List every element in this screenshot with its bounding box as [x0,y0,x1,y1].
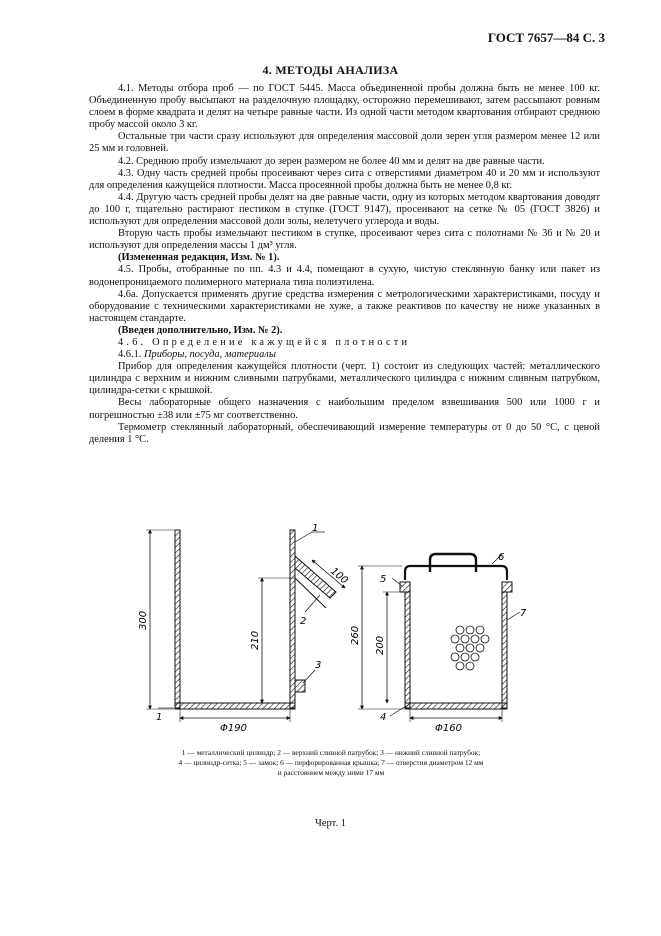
figure-caption [112,748,550,778]
caption-line-3: и расстоянием между ними 17 мм [277,768,385,777]
subsection-4-6-1 [89,349,600,361]
paragraph-4-1: 4.1. Методы отбора проб — по ГОСТ 5445. Масса объединенной пробы должна быть не менее 100 кг. Объединенную пробу высыпают на разделочную площадку, осторожно перемешивают, затем рассыпают ровным слоем в форме квадрата и делят на четыре равные части. Из одной части методом квартования отбирают среднюю пробу массой около 3 кг. [89,83,600,131]
dimension-210: 210 [250,630,261,650]
page-header: ГОСТ 7657—84 С. 3 [487,30,605,45]
part-label-2: 2 [300,616,307,627]
lower-overflow-pipe [295,680,305,692]
dimension-200: 200 [375,635,386,655]
part-label-5: 5 [380,574,387,585]
paragraph-4-2: 4.2. Среднюю пробу измельчают до зерен размером не более 40 мм и делят на две равные части. [118,155,545,167]
paragraph-4-3: 4.3. Одну часть средней пробы просеивают через сита с отверстиями диаметром 40 и 20 мм и используют для определения кажущейся плотности. Масса просеянной пробы должна быть не менее 0,8 кг. [89,167,600,191]
paragraph-4-5: 4.5. Пробы, отобранные по пп. 4.3 и 4.4, помещают в сухую, чистую стеклянную банку или пакет из водонепроницаемого полимерного материала типа полиэтилена. [89,264,600,288]
paragraph-4-4: 4.4. Другую часть средней пробы делят на две равные части, одну из которых методом квартования доводят до 100 г, тщательно растирают пестиком в ступке (ГОСТ 9147), просеивают на сетке № 05 (ГОСТ 3826) и используют для определения массовой доли золы, нелетучего углерода и воды. [89,191,600,228]
section-title: 4. МЕТОДЫ АНАЛИЗА [262,63,399,77]
mesh-left-wall [405,592,410,708]
lid-handle [430,554,476,572]
caption-line-2: 4 — цилиндр-сетка; 5 — замок; 6 — перфорированная крышка; 7 — отверстия диаметром 12 мм [178,758,484,767]
caption-line-1: 1 — металлический цилиндр; 2 — верхний сливной патрубок; 3 — нижний сливной патрубок; [181,748,481,757]
latch-left [400,582,410,592]
figure-1 [140,520,560,735]
part-label-7: 7 [520,608,527,619]
paragraph-4-4-cont: Вторую часть пробы измельчают пестиком в ступке, просеивают через сита с полотнами № 36 и № 20 и используют для определения массы 1 дм³ угля. [89,228,600,252]
dimension-300: 300 [138,610,149,630]
cylinder-left-wall [175,530,180,708]
cylinder-bottom [175,703,295,709]
perforated-lid [405,566,507,580]
metal-cylinder-drawing [146,530,345,722]
body-text [89,83,600,446]
amendment-note-1: (Измененная редакция, Изм. № 1). [118,252,280,264]
upper-overflow-pipe [295,556,336,598]
mesh-bottom [405,703,507,709]
part-label-3: 3 [315,660,322,671]
paragraph-4-1-cont: Остальные три части сразу используют для определения массовой доли зерен угля размером менее 12 или 25 мм и головней. [89,131,600,155]
figure-label: Черт. 1 [315,818,346,829]
part-label-6: 6 [498,552,505,563]
dimension-260: 260 [350,625,361,645]
latch-right [502,582,512,592]
paragraph-4-6a: 4.6а. Допускается применять другие средства измерения с метрологическими характеристиками, посуду и оборудование с техническими характеристиками не хуже, а также реактивов по качеству не ниже указанных в настоящем стандарте. [89,288,600,324]
dimension-100: 100 [328,565,350,587]
mesh-right-wall [502,592,507,708]
subsection-number: 4.6.1. [118,349,142,361]
dimension-phi-190: Φ190 [220,723,247,734]
part-label-1-bottom: 1 [156,712,163,723]
perforation-pattern [451,626,489,670]
dimension-phi-160: Φ160 [435,723,462,734]
part-label-4: 4 [380,712,387,723]
paragraph-thermometer: Термометр стеклянный лабораторный, обеспечивающий измерение температуры от 0 до 50 °С, с ценой деления 1 °С. [89,421,600,445]
part-label-1: 1 [312,523,319,534]
subsection-title-4-6-1: Приборы, посуда, материалы [144,349,276,361]
paragraph-scales: Весы лабораторные общего назначения с наибольшим пределом взвешивания 500 или 1000 г и погрешностью ±38 или ±75 мг соответственно. [89,397,600,421]
cylinder-right-wall [290,530,295,708]
apparatus-drawing [140,520,560,735]
subsection-title-4-6: 4.6. Определение кажущейся плотности [118,336,411,348]
paragraph-apparatus: Прибор для определения кажущейся плотности (черт. 1) состоит из следующих частей: металлического цилиндра с верхним и нижним сливными патрубками, металлического цилиндра с нижним сливным патрубком, цилиндра-сетки с крышкой. [89,361,600,397]
amendment-note-2: (Введен дополнительно, Изм. № 2). [118,324,283,336]
